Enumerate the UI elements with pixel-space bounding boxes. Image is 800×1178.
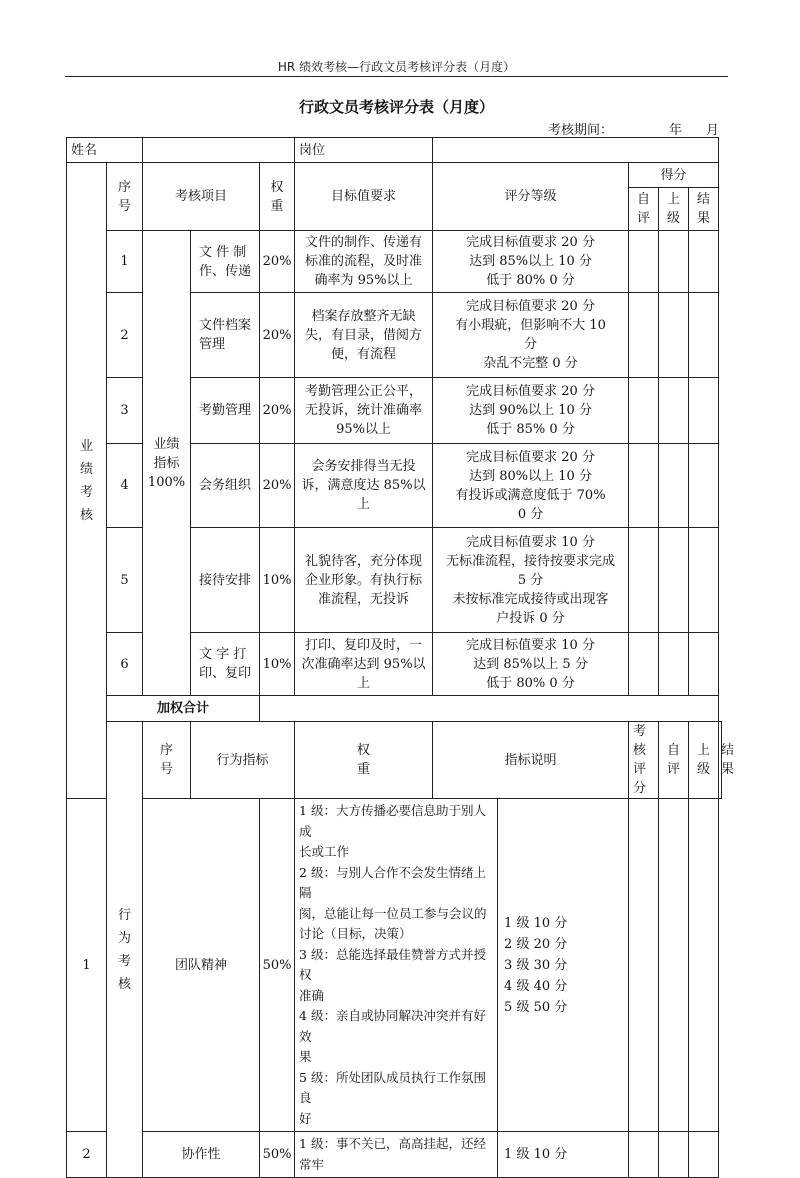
position-label: 岗位 [295, 138, 433, 163]
weight-header [295, 722, 433, 799]
period-year: 年 [669, 123, 683, 138]
text-line: 4 级 40 分 [504, 978, 568, 994]
perf-weight: 20% [260, 231, 295, 293]
superior-score-cell[interactable] [659, 633, 689, 696]
text-line: 标准的流程，及时准 [305, 254, 423, 269]
superior-header [689, 722, 719, 799]
weight-header [260, 163, 295, 231]
superior-score-cell[interactable] [659, 528, 689, 633]
text-line: 达到 85%以上 5 分 [473, 656, 588, 672]
text-line: 权 [270, 179, 284, 195]
perf-target [295, 231, 433, 293]
perf-grade [433, 444, 629, 528]
assessment-period [548, 119, 719, 138]
text-line: 完成目标值要求 20 分 [466, 299, 595, 314]
text-line: 诉，满意度达 85%以 [301, 478, 426, 493]
behavior-item-header: 行为指标 [191, 722, 295, 799]
result-score-cell[interactable] [689, 528, 719, 633]
text-line: 完成目标值要求 20 分 [466, 384, 595, 399]
text-line: 序 [118, 179, 132, 195]
perf-item [191, 378, 260, 444]
text-line: 低于 85% 0 分 [486, 422, 575, 437]
text-line: 结 [697, 192, 711, 207]
result-score-cell[interactable] [689, 293, 719, 378]
text-line: 未按标准完成接待或出现客 [452, 591, 609, 607]
perf-weight: 10% [260, 528, 295, 633]
text-line: 上 [667, 192, 681, 207]
text-line: 自 [637, 192, 651, 207]
text-line: 礼貌待客，充分体现 [305, 553, 423, 569]
behavior-row-no: 1 [67, 799, 107, 1132]
result-score-cell[interactable] [689, 1132, 719, 1178]
behavior-weight: 50% [260, 799, 295, 1132]
performance-section-label [67, 163, 107, 799]
text-line: 好 [299, 1110, 312, 1126]
text-line: 户投诉 0 分 [496, 610, 565, 626]
text-line: 级 [697, 762, 711, 777]
text-line: 文件的制作、传递有 [305, 235, 423, 250]
superior-score-cell[interactable] [659, 293, 689, 378]
superior-score-cell[interactable] [659, 1132, 689, 1178]
text-line: 低于 80% 0 分 [486, 675, 575, 691]
perf-row-no: 6 [107, 633, 143, 696]
behavior-desc [295, 799, 498, 1132]
text-line: 指标 [153, 455, 180, 471]
self-score-cell[interactable] [629, 293, 659, 378]
text-line: 便，有流程 [331, 346, 397, 362]
text-line: 95%以上 [336, 422, 391, 437]
text-line: 有小瑕疵，但影响不大 10 [455, 318, 606, 333]
text-line: 考勤管理公正公平， [305, 384, 423, 399]
text-line: 企业形象。有执行标 [305, 572, 423, 588]
text-line: 绩 [79, 461, 93, 477]
text-line: 完成目标值要求 20 分 [466, 449, 595, 465]
text-line: 重 [357, 762, 371, 777]
name-field[interactable] [143, 138, 295, 163]
behavior-item: 协作性 [143, 1132, 260, 1178]
text-line: 1 级：事不关已，高高挂起，还经常牢 [299, 1136, 486, 1172]
text-line: 确率为 95%以上 [314, 273, 413, 288]
result-score-cell[interactable] [689, 633, 719, 696]
text-line: 失，有目录，借阅方 [305, 327, 423, 343]
perf-weight: 10% [260, 633, 295, 696]
text-line: 有投诉或满意度低于 70% [455, 487, 606, 503]
text-line: 序 [160, 743, 174, 758]
behavior-section-label [107, 722, 143, 1178]
text-line: 1 级 10 分 [504, 1147, 568, 1162]
text-line: 级 [667, 211, 681, 226]
text-line: 果 [299, 1049, 312, 1064]
perf-category [143, 231, 191, 696]
perf-grade [433, 633, 629, 696]
text-line: 讨论（目标，决策） [299, 926, 412, 941]
text-line: 重 [270, 198, 284, 214]
superior-score-cell[interactable] [659, 444, 689, 528]
text-line: 文件档案 [199, 318, 252, 333]
perf-target [295, 528, 433, 633]
text-line: 3 级 30 分 [504, 957, 568, 973]
evaluation-table [66, 137, 735, 1178]
text-line: 5 分 [517, 572, 544, 588]
perf-grade [433, 293, 629, 378]
text-line: 4 级：亲自或协同解决冲突并有好效 [299, 1008, 486, 1044]
text-line: 上 [357, 675, 371, 691]
text-line: 无标准流程，接待按要求完成 [446, 553, 616, 569]
self-score-cell[interactable] [629, 231, 659, 293]
text-line: 接待安排 [199, 572, 252, 588]
text-line: 分 [524, 337, 538, 352]
text-line: 会务安排得当无投 [311, 459, 416, 474]
text-line: 达到 85%以上 10 分 [469, 254, 592, 269]
position-field[interactable] [433, 138, 719, 163]
result-header: 结 果 [719, 722, 722, 799]
perf-item [191, 444, 260, 528]
rating-header: 考核评分 [629, 722, 659, 799]
seq-header [107, 163, 143, 231]
period-month: 月 [706, 123, 720, 138]
perf-row-no: 4 [107, 444, 143, 528]
text-line: 达到 80%以上 10 分 [469, 468, 592, 484]
superior-score-cell[interactable] [659, 799, 689, 1132]
text-line: 文 字 打 [199, 647, 247, 662]
perf-target [295, 444, 433, 528]
text-line: 2 级：与别人合作不会发生情绪上隔 [299, 864, 486, 900]
text-line: 档案存放整齐无缺 [311, 308, 416, 324]
perf-target [295, 293, 433, 378]
name-label: 姓名 [67, 138, 143, 163]
self-eval-header [659, 722, 689, 799]
weighted-total-label: 加权合计 [107, 696, 260, 722]
score-header: 得分 [629, 163, 719, 188]
text-line: 1 级：大方传播必要信息助于别人成 [299, 803, 486, 839]
period-label: 考核期间： [548, 123, 614, 138]
behavior-section-text [109, 904, 140, 996]
self-score-cell[interactable] [629, 799, 659, 1132]
text-line: 自 [667, 743, 681, 758]
behavior-item: 团队精神 [143, 799, 260, 1132]
perf-item [191, 633, 260, 696]
text-line: 完成目标值要求 10 分 [466, 534, 595, 550]
text-line: 权 [357, 743, 371, 758]
text-line: 业绩 [153, 436, 180, 452]
behavior-desc [295, 1132, 498, 1178]
text-line: 准确 [299, 987, 325, 1003]
behavior-scores [498, 799, 629, 1132]
behavior-weight: 50% [260, 1132, 295, 1178]
behavior-scores [498, 1132, 629, 1178]
text-line: 阂，总能让每一位员工参与会议的 [299, 905, 487, 921]
superior-score-cell[interactable] [659, 231, 689, 293]
result-score-cell[interactable] [689, 378, 719, 444]
text-line: 考 [118, 953, 132, 969]
self-score-cell[interactable] [629, 1132, 659, 1178]
text-line: 2 级 20 分 [504, 936, 568, 952]
seq-header [143, 722, 191, 799]
result-score-cell[interactable] [689, 444, 719, 528]
text-line: 无投诉，统计准确率 [305, 403, 423, 418]
text-line: 1 级 10 分 [504, 915, 568, 931]
text-line: 号 [160, 762, 174, 777]
perf-weight: 20% [260, 444, 295, 528]
text-line: 完成目标值要求 20 分 [466, 235, 595, 250]
text-line: 打印、复印及时，一 [305, 637, 423, 653]
text-line: 100% [147, 474, 186, 490]
text-line: 管理 [199, 337, 226, 352]
weighted-total-value[interactable] [260, 696, 719, 722]
text-line: 作、传递 [199, 263, 252, 279]
perf-row-no: 1 [107, 231, 143, 293]
text-line: 完成目标值要求 10 分 [466, 637, 595, 653]
result-score-cell[interactable] [689, 231, 719, 293]
text-line: 上 [357, 497, 371, 512]
self-score-cell[interactable] [629, 444, 659, 528]
perf-weight: 20% [260, 293, 295, 378]
text-line: 为 [118, 930, 132, 946]
text-line: 评 [637, 211, 651, 226]
text-line: 上 [697, 743, 711, 758]
desc-header: 指标说明 [433, 722, 629, 799]
page-title: 行政文员考核评分表（月度） [298, 98, 494, 116]
text-line: 考勤管理 [199, 403, 252, 418]
perf-item [191, 293, 260, 378]
item-header: 考核项目 [143, 163, 260, 231]
behavior-row-no: 2 [67, 1132, 107, 1178]
text-line: 核 [79, 507, 93, 523]
perf-target [295, 633, 433, 696]
text-line: 核 [118, 976, 132, 992]
perf-weight: 20% [260, 378, 295, 444]
text-line: 0 分 [517, 506, 544, 522]
text-line: 次准确率达到 95%以 [301, 656, 426, 672]
self-score-cell[interactable] [629, 633, 659, 696]
text-line: 果 [697, 211, 711, 226]
self-score-cell[interactable] [629, 378, 659, 444]
perf-row-no: 2 [107, 293, 143, 378]
perf-grade [433, 378, 629, 444]
perf-target [295, 378, 433, 444]
perf-row-no: 3 [107, 378, 143, 444]
text-line: 杂乱不完整 0 分 [483, 356, 578, 371]
text-line: 印、复印 [199, 666, 252, 681]
text-line: 评 [667, 762, 681, 777]
text-line: 文 件 制 [199, 244, 247, 260]
running-header: HR 绩效考核—行政文员考核评分表（月度） [277, 60, 516, 74]
performance-section-text [69, 435, 104, 527]
self-eval-header [629, 188, 659, 231]
perf-row-no: 5 [107, 528, 143, 633]
target-header: 目标值要求 [295, 163, 433, 231]
self-score-cell[interactable] [629, 528, 659, 633]
perf-grade [433, 528, 629, 633]
text-line: 号 [118, 198, 132, 214]
result-score-cell[interactable] [689, 799, 719, 1132]
superior-score-cell[interactable] [659, 378, 689, 444]
text-line: 5 级：所处团队成员执行工作氛围良 [299, 1069, 486, 1105]
result-header [689, 188, 719, 231]
perf-item [191, 231, 260, 293]
superior-header [659, 188, 689, 231]
text-line: 3 级：总能选择最佳赞誉方式并授权 [299, 946, 486, 982]
text-line: 低于 80% 0 分 [486, 273, 575, 288]
text-line: 会务组织 [199, 478, 252, 493]
header-divider [65, 76, 728, 77]
perf-item [191, 528, 260, 633]
text-line: 考 [79, 484, 93, 500]
text-line: 业 [79, 438, 93, 454]
text-line: 行 [118, 907, 132, 923]
grade-header: 评分等级 [433, 163, 629, 231]
text-line: 5 级 50 分 [504, 999, 568, 1015]
text-line: 长或工作 [299, 844, 350, 859]
text-line: 达到 90%以上 10 分 [469, 403, 592, 418]
text-line: 准流程，无投诉 [318, 591, 410, 607]
perf-grade [433, 231, 629, 293]
